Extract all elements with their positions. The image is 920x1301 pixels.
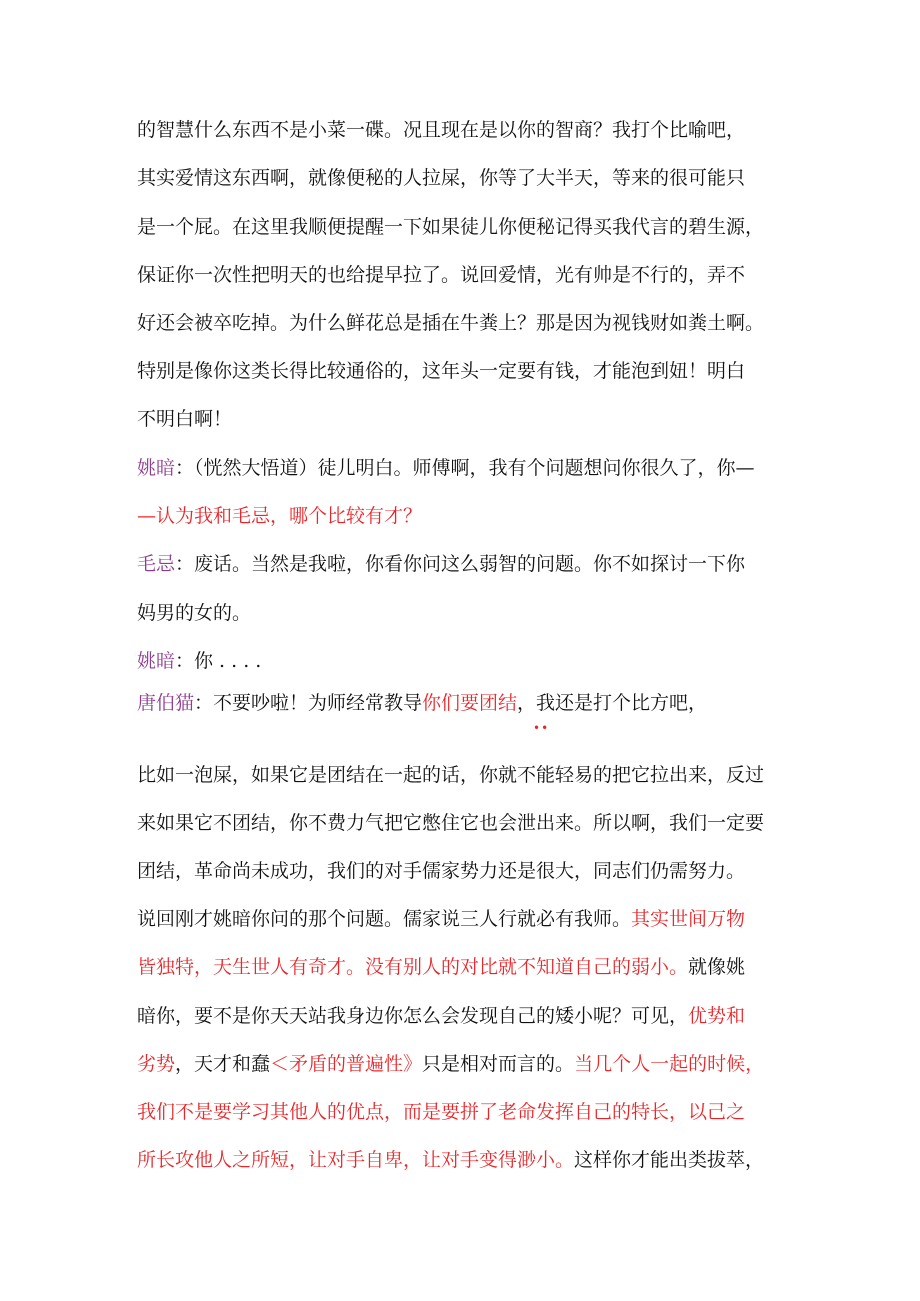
highlight-text: 我们不是要学习其他人的优点，而是要拼了老命发挥自己的特长，以己之: [137, 1101, 746, 1123]
highlight-text: 皆独特，天生世人有奇才。没有别人的对比就不知道自己的弱小。: [137, 956, 689, 978]
highlight-text: 所长攻他人之所短，让对手自卑，让对手变得渺小。: [137, 1149, 575, 1171]
text-span: 团结，革命尚未成功，我们的对手儒家势力还是很大，同志们仍需努力。: [137, 860, 746, 882]
text-line: [137, 214, 764, 240]
text-line: [137, 1003, 745, 1029]
text-line: [137, 310, 764, 336]
text-span: 这样你才能出类拔萃，: [574, 1149, 765, 1171]
highlight-text: 当几个人一起的时候，: [574, 1053, 765, 1075]
text-span: 的智慧什么东西不是小菜一碟。况且现在是以你的智商？我打个比喻吧，: [137, 119, 746, 141]
speaker-name: 姚暗: [137, 650, 176, 672]
text-line: [137, 762, 764, 788]
text-span: 是一个屁。在这里我顺便提醒一下如果徒儿你便秘记得买我代言的碧生源，: [137, 216, 765, 238]
highlight-text: ＜矛盾的普遍性》: [270, 1053, 423, 1075]
speaker-name: 毛忌: [137, 553, 176, 575]
text-span: 其实爱情这东西啊，就像便秘的人拉屎，你等了大半天，等来的很可能只: [137, 167, 746, 189]
text-span: ，我还是打个比方吧，: [517, 692, 708, 714]
text-line: [137, 858, 745, 884]
text-span: 不明白啊！: [137, 408, 233, 430]
text-line: [137, 117, 745, 143]
text-span: ：不要吵啦！为师经常教导: [194, 692, 423, 714]
text-line: [137, 358, 745, 384]
text-span: ：废话。当然是我啦，你看你问这么弱智的问题。你不如探讨一下你: [175, 553, 746, 575]
text-line: [137, 165, 745, 191]
text-span: ，天才和蠢: [175, 1053, 271, 1075]
highlight-text: —认为我和毛忌，哪个比较有才？: [137, 505, 423, 527]
dialogue-line: [137, 690, 707, 716]
text-line: [137, 1099, 745, 1125]
text-span: 就像姚: [688, 956, 746, 978]
text-line: [137, 406, 232, 432]
text-line: [137, 262, 745, 288]
text-line: [137, 810, 764, 836]
highlight-text: 优势和: [688, 1005, 746, 1027]
emphasis-dots: ••: [533, 721, 550, 735]
speaker-name: 唐伯猫: [137, 692, 195, 714]
speaker-name: 姚暗: [137, 457, 176, 479]
text-line: [137, 906, 745, 932]
dialogue-line: [137, 648, 261, 674]
text-span: 妈男的女的。: [137, 602, 252, 624]
text-span: 好还会被卒吃掉。为什么鲜花总是插在牛粪上？那是因为视钱财如粪土啊。: [137, 312, 765, 334]
text-line: [137, 954, 745, 980]
dialogue-line: [137, 455, 755, 481]
text-span: 来如果它不团结，你不费力气把它憋住它也会泄出来。所以啊，我们一定要: [137, 812, 765, 834]
text-span: 比如一泡屎，如果它是团结在一起的话，你就不能轻易的把它拉出来，反过: [137, 764, 765, 786]
dialogue-line: [137, 551, 745, 577]
highlight-text: 你们要团结: [422, 692, 518, 714]
text-line: [137, 600, 251, 626]
text-line: [137, 1147, 764, 1173]
text-span: ：你 . . . .: [175, 650, 262, 672]
highlight-text: 其实世间万物: [631, 908, 746, 930]
text-span: 暗你，要不是你天天站我身边你怎么会发现自己的矮小呢？可见，: [137, 1005, 689, 1027]
text-span: 只是相对而言的。: [422, 1053, 575, 1075]
highlight-text: 劣势: [137, 1053, 176, 1075]
text-span: 保证你一次性把明天的也给提早拉了。说回爱情，光有帅是不行的，弄不: [137, 264, 746, 286]
text-span: ：（恍然大悟道）徒儿明白。师傅啊，我有个问题想问你很久了，你—: [175, 457, 755, 479]
text-line: [137, 503, 422, 529]
text-line: [137, 1051, 764, 1077]
text-span: 特别是像你这类长得比较通俗的，这年头一定要有钱，才能泡到妞！明白: [137, 360, 746, 382]
text-span: 说回刚才姚暗你问的那个问题。儒家说三人行就必有我师。: [137, 908, 632, 930]
